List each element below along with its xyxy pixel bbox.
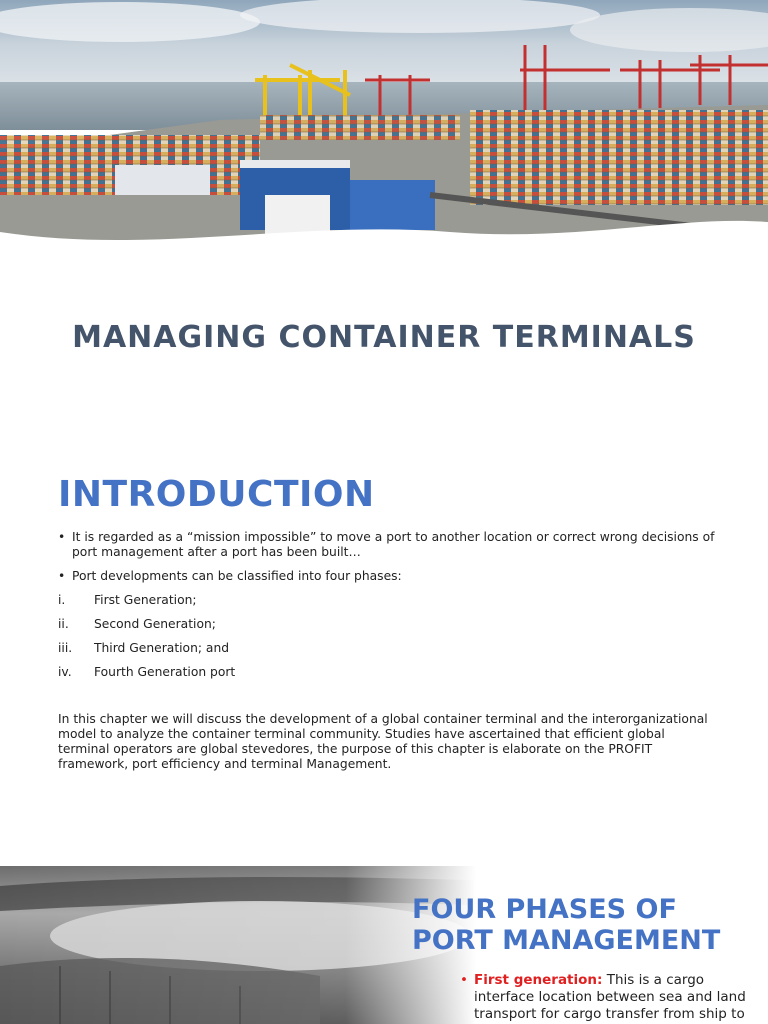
introduction-paragraph: In this chapter we will discuss the development of a global container terminal and the interorganizational model to analyze the container terminal community. Studies have ascertained that efficient global terminal operators are global stevedores, the purpose of this chapter is elaborate on the PROFIT framework, port efficiency and terminal Management.: [58, 712, 708, 771]
phase-item: [58, 593, 718, 608]
four-phases-slide: [0, 866, 768, 1024]
phase-number: iii.: [58, 641, 73, 655]
phase-term: First generation:: [474, 972, 603, 988]
phase-label: First Generation;: [94, 593, 197, 607]
phase-description: This is a cargo interface location between sea and land transport for cargo transfer from ship to: [474, 972, 746, 1022]
introduction-body: [58, 530, 718, 784]
phase-item: [58, 617, 718, 632]
list-item: [58, 530, 718, 560]
phase-label: Fourth Generation port: [94, 665, 236, 679]
container-port-photo: [0, 0, 768, 250]
slide-title: MANAGING CONTAINER TERMINALS: [72, 320, 696, 355]
bullet-dot-icon: •: [58, 530, 66, 544]
phase-item: [58, 641, 718, 656]
phase-number: i.: [58, 593, 66, 607]
introduction-slide: [0, 460, 768, 840]
introduction-heading: INTRODUCTION: [58, 474, 375, 515]
list-item: [58, 569, 718, 584]
title-slide: [0, 0, 768, 420]
heading-line: FOUR PHASES OF: [412, 894, 677, 925]
heading-line: PORT MANAGEMENT: [412, 925, 721, 956]
bullet-text: Port developments can be classified into four phases:: [72, 569, 402, 583]
phase-detail-bullet: [460, 972, 764, 1023]
phase-label: Second Generation;: [94, 617, 216, 631]
phase-number: ii.: [58, 617, 69, 631]
four-phases-heading: [412, 894, 762, 956]
bullet-dot-icon: •: [58, 569, 66, 583]
bullet-text: It is regarded as a “mission impossible” to move a port to another location or correct wrong decisions of port management after a port has been built…: [72, 530, 715, 559]
phase-number: iv.: [58, 665, 72, 679]
phase-label: Third Generation; and: [94, 641, 230, 655]
phase-item: [58, 665, 718, 680]
bullet-dot-icon: •: [460, 972, 468, 988]
